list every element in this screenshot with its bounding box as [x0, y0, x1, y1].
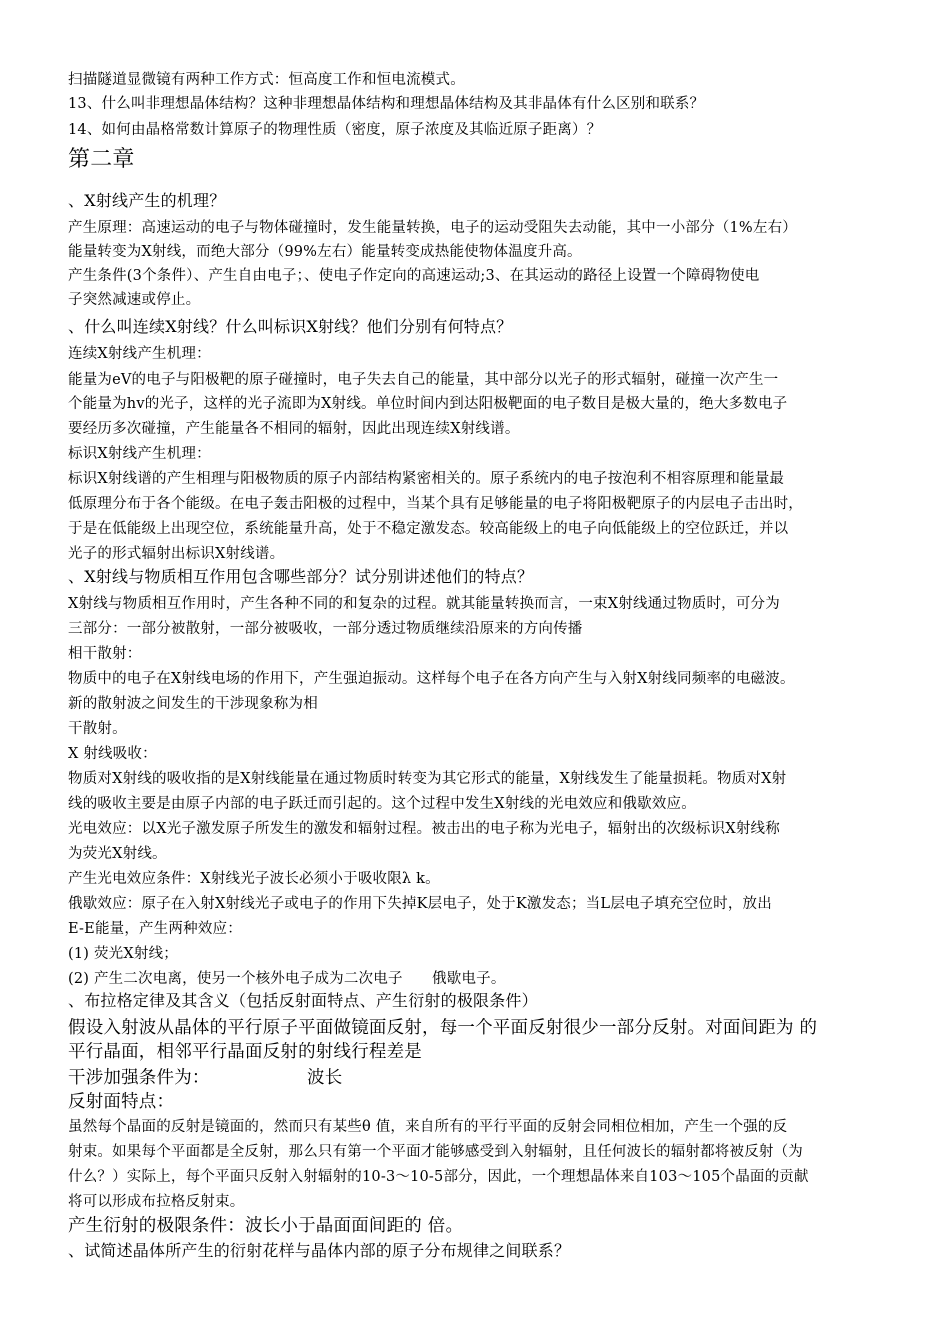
- text-line: 子突然减速或停止。: [68, 292, 201, 308]
- section-heading: 、X射线与物质相互作用包含哪些部分？试分别讲述他们的特点？: [68, 567, 534, 586]
- text-line: 什么？）实际上，每个平面只反射入射辐射的10-3～10-5部分，因此，一个理想晶体来自103～105个晶面的贡献: [68, 1169, 809, 1185]
- text-line: E-E能量，产生两种效应：: [68, 921, 242, 937]
- text-line: 干散射。: [68, 721, 127, 737]
- text-line: 假设入射波从晶体的平行原子平面做镜面反射，每一个平面反射很少一部分反射。对面间距为 的: [68, 1018, 818, 1038]
- question-14: 14、如何由晶格常数计算原子的物理性质（密度，原子浓度及其临近原子距离）？: [68, 122, 602, 138]
- text-line: 能量转变为X射线，而绝大部分（99%左右）能量转变成热能使物体温度升高。: [68, 244, 582, 260]
- text-line: 于是在低能级上出现空位，系统能量升高，处于不稳定激发态。较高能级上的电子向低能级上的空位跃迁，并以: [68, 521, 789, 537]
- text-line: 个能量为hv的光子，这样的光子流即为X射线。单位时间内到达阳极靶面的电子数目是极大量的，绝大多数电子: [68, 396, 788, 412]
- text-line: 三部分：一部分被散射，一部分被吸收，一部分透过物质继续沿原来的方向传播: [68, 621, 583, 637]
- text-line: 将可以形成布拉格反射束。: [68, 1194, 245, 1210]
- section-heading: 、布拉格定律及其含义（包括反射面特点、产生衍射的极限条件）: [68, 991, 538, 1010]
- text-line: 干涉加强条件为： 波长: [68, 1068, 343, 1088]
- text-line: 扫描隧道显微镜有两种工作方式：恒高度工作和恒电流模式。: [68, 72, 465, 88]
- text-line: 产生光电效应条件：X射线光子波长必须小于吸收限λ k。: [68, 871, 440, 887]
- list-item: (1) 荧光X射线；: [68, 946, 178, 962]
- section-heading: 、什么叫连续X射线？什么叫标识X射线？他们分别有何特点？: [68, 317, 513, 336]
- text-line: 标识X射线产生机理：: [68, 446, 211, 462]
- text-line: 为荧光X射线。: [68, 846, 167, 862]
- chapter-heading: 第二章: [68, 147, 135, 172]
- text-line: 连续X射线产生机理：: [68, 346, 211, 362]
- text-line: X 射线吸收：: [68, 746, 157, 762]
- text-line: 低原理分布于各个能级。在电子轰击阳极的过程中，当某个具有足够能量的电子将阳极靶原子的内层电子击出时，: [68, 496, 803, 512]
- text-line: X射线与物质相互作用时，产生各种不同的和复杂的过程。就其能量转换而言，一束X射线通过物质时，可分为: [68, 596, 780, 612]
- question-13: 13、什么叫非理想晶体结构？这种非理想晶体结构和理想晶体结构及其非晶体有什么区别和联系？: [68, 96, 705, 112]
- text-line: 产生衍射的极限条件：波长小于晶面面间距的 倍。: [68, 1216, 464, 1236]
- list-item: (2) 产生二次电离，使另一个核外电子成为二次电子 俄歇电子。: [68, 971, 506, 987]
- text-line: 要经历多次碰撞，产生能量各不相同的辐射，因此出现连续X射线谱。: [68, 421, 520, 437]
- text-line: 物质中的电子在X射线电场的作用下，产生强迫振动。这样每个电子在各方向产生与入射X射线同频率的电磁波。: [68, 671, 795, 687]
- text-line: 物质对X射线的吸收指的是X射线能量在通过物质时转变为其它形式的能量，X射线发生了能量损耗。物质对X射: [68, 771, 787, 787]
- text-line: 光子的形式辐射出标识X射线谱。: [68, 546, 285, 562]
- section-heading: 、X射线产生的机理？: [68, 191, 226, 210]
- text-line: 反射面特点：: [68, 1092, 175, 1112]
- text-line: 标识X射线谱的产生相理与阳极物质的原子内部结构紧密相关的。原子系统内的电子按泡利不相容原理和能量最: [68, 471, 785, 487]
- section-heading: 、试简述晶体所产生的衍射花样与晶体内部的原子分布规律之间联系？: [68, 1241, 571, 1260]
- text-line: 相干散射：: [68, 646, 142, 662]
- text-line: 线的吸收主要是由原子内部的电子跃迁而引起的。这个过程中发生X射线的光电效应和俄歇效应。: [68, 796, 696, 812]
- text-line: 新的散射波之间发生的干涉现象称为相: [68, 696, 318, 712]
- text-line: 平行晶面，相邻平行晶面反射的射线行程差是: [68, 1042, 422, 1062]
- text-line: 产生原理：高速运动的电子与物体碰撞时，发生能量转换，电子的运动受阻失去动能，其中一小部分（1%左右）: [68, 220, 797, 236]
- text-line: 俄歇效应：原子在入射X射线光子或电子的作用下失掉K层电子，处于K激发态；当L层电子填充空位时，放出: [68, 896, 772, 912]
- text-line: 能量为eV的电子与阳极靶的原子碰撞时，电子失去自己的能量，其中部分以光子的形式辐射，碰撞一次产生一: [68, 372, 779, 388]
- text-line: 虽然每个晶面的反射是镜面的，然而只有某些θ 值，来自所有的平行平面的反射会同相位相加，产生一个强的反: [68, 1119, 788, 1135]
- text-line: 产生条件(3个条件）、产生自由电子；、使电子作定向的高速运动;3、在其运动的路径上设置一个障碍物使电: [68, 268, 760, 284]
- text-line: 射束。如果每个平面都是全反射，那么只有第一个平面才能够感受到入射辐射，且任何波长的辐射都将被反射（为: [68, 1144, 803, 1160]
- text-line: 光电效应：以X光子激发原子所发生的激发和辐射过程。被击出的电子称为光电子，辐射出的次级标识X射线称: [68, 821, 780, 837]
